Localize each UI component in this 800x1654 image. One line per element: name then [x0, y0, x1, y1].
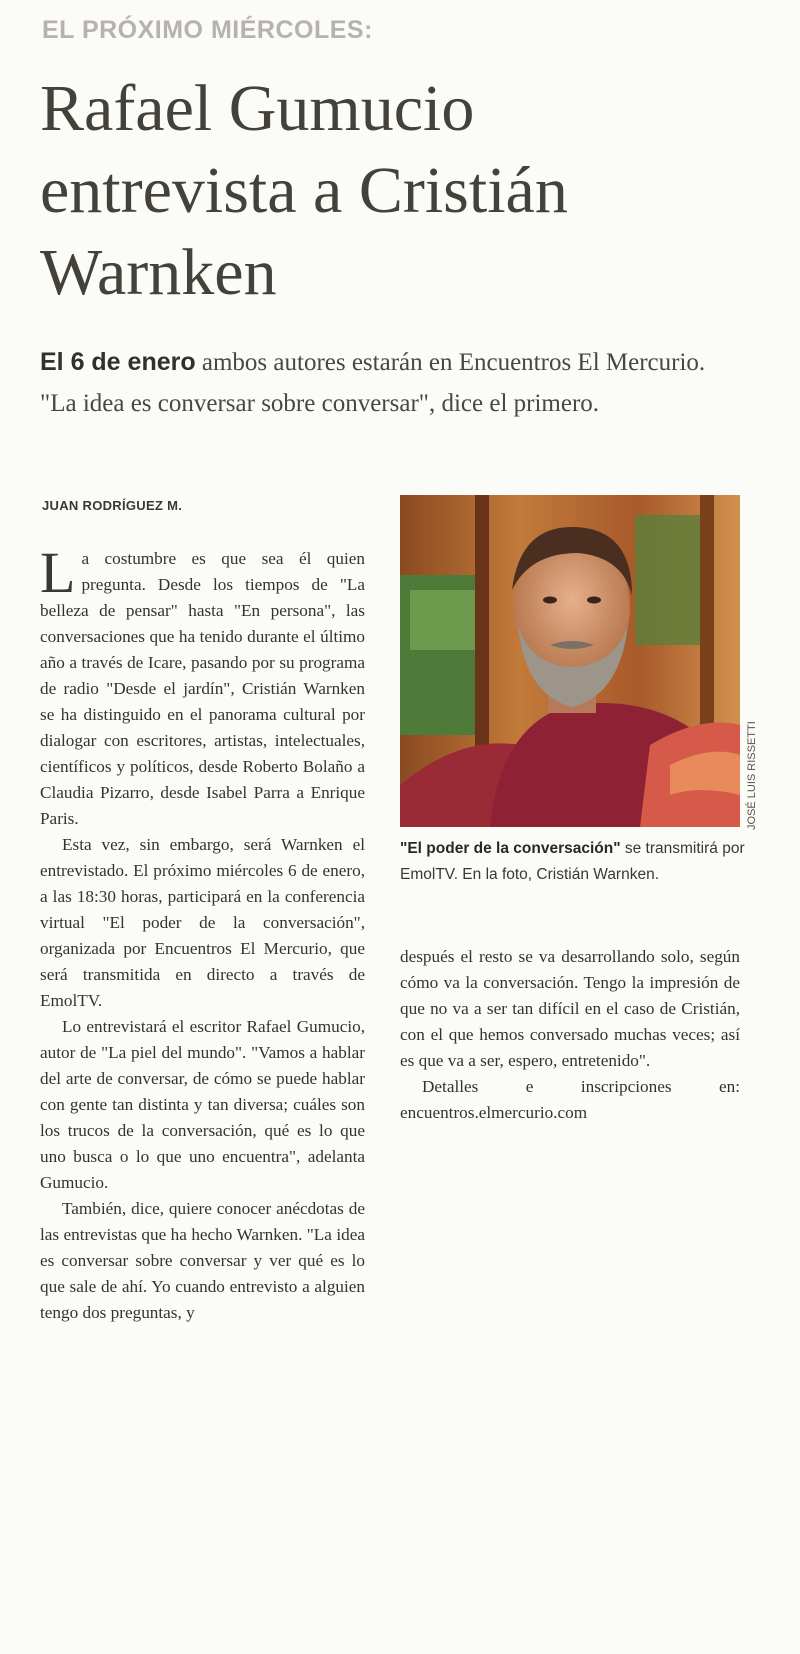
- photo-credit: JOSÉ LUIS RISSETTI: [746, 721, 758, 830]
- photo-caption: [400, 836, 745, 888]
- paragraph: También, dice, quiere conocer anécdotas de las entrevistas que ha hecho Warnken. "La idea es conversar sobre conversar y ver qué es lo que sale de ahí. Yo cuando entrevisto a alguien tengo dos preguntas, y: [40, 1199, 365, 1322]
- subhead-text: ambos autores estarán en Encuentros El Mercurio. "La idea es conversar sobre conversar", dice el primero.: [40, 349, 706, 417]
- subhead: [40, 342, 730, 424]
- paragraph: después el resto se va desarrollando solo, según cómo va la conversación. Tengo la impresión de que no va a ser tan difícil en el caso de Cristián, con el que hemos conversado muchas veces; así es que va a ser, espero, entretenido".: [400, 947, 740, 1070]
- portrait-photo: [400, 495, 740, 827]
- portrait-illustration: [400, 495, 740, 827]
- caption-title: "El poder de la conversación": [400, 840, 621, 857]
- paragraph: Esta vez, sin embargo, será Warnken el entrevistado. El próximo miércoles 6 de enero, a las 18:30 horas, participará en la conferencia virtual "El poder de la conversación", organizada por Encuentros El Mercurio, que será transmitida en directo a través de EmolTV.: [40, 835, 365, 1010]
- byline: JUAN RODRÍGUEZ M.: [42, 498, 183, 513]
- article-column-left: [40, 540, 365, 1326]
- kicker: EL PRÓXIMO MIÉRCOLES:: [42, 16, 373, 44]
- caption-text: se transmitirá por EmolTV. En la foto, Cristián Warnken.: [400, 840, 745, 883]
- paragraph: Lo entrevistará el escritor Rafael Gumucio, autor de "La piel del mundo". "Vamos a hablar del arte de conversar, de cómo se puede hablar con gente tan distinta y tan diversa; cuáles son los trucos de la conversación, qué es lo que uno busca o lo que uno encuentra", adelanta Gumucio.: [40, 1017, 365, 1192]
- drop-cap: L: [40, 540, 76, 605]
- subhead-lead: El 6 de enero: [40, 348, 196, 376]
- article-column-right: [400, 944, 740, 1126]
- paragraph: [40, 540, 365, 832]
- paragraph-text: a costumbre es que sea él quien pregunta. Desde los tiempos de "La belleza de pensar" hasta "En persona", las conversaciones que ha tenido durante el último año a través de Icare, pasando por su programa de radio "Desde el jardín", Cristián Warnken se ha distinguido en el panorama cultural por dialogar con escritores, artistas, intelectuales, científicos y políticos, desde Roberto Bolaño a Claudia Pizarro, desde Isabel Parra a Enrique Paris.: [40, 549, 365, 828]
- headline: Rafael Gumucio entrevista a Cristián Warnken: [40, 72, 568, 309]
- paragraph: Detalles e inscripciones en: encuentros.elmercurio.com: [400, 1077, 740, 1122]
